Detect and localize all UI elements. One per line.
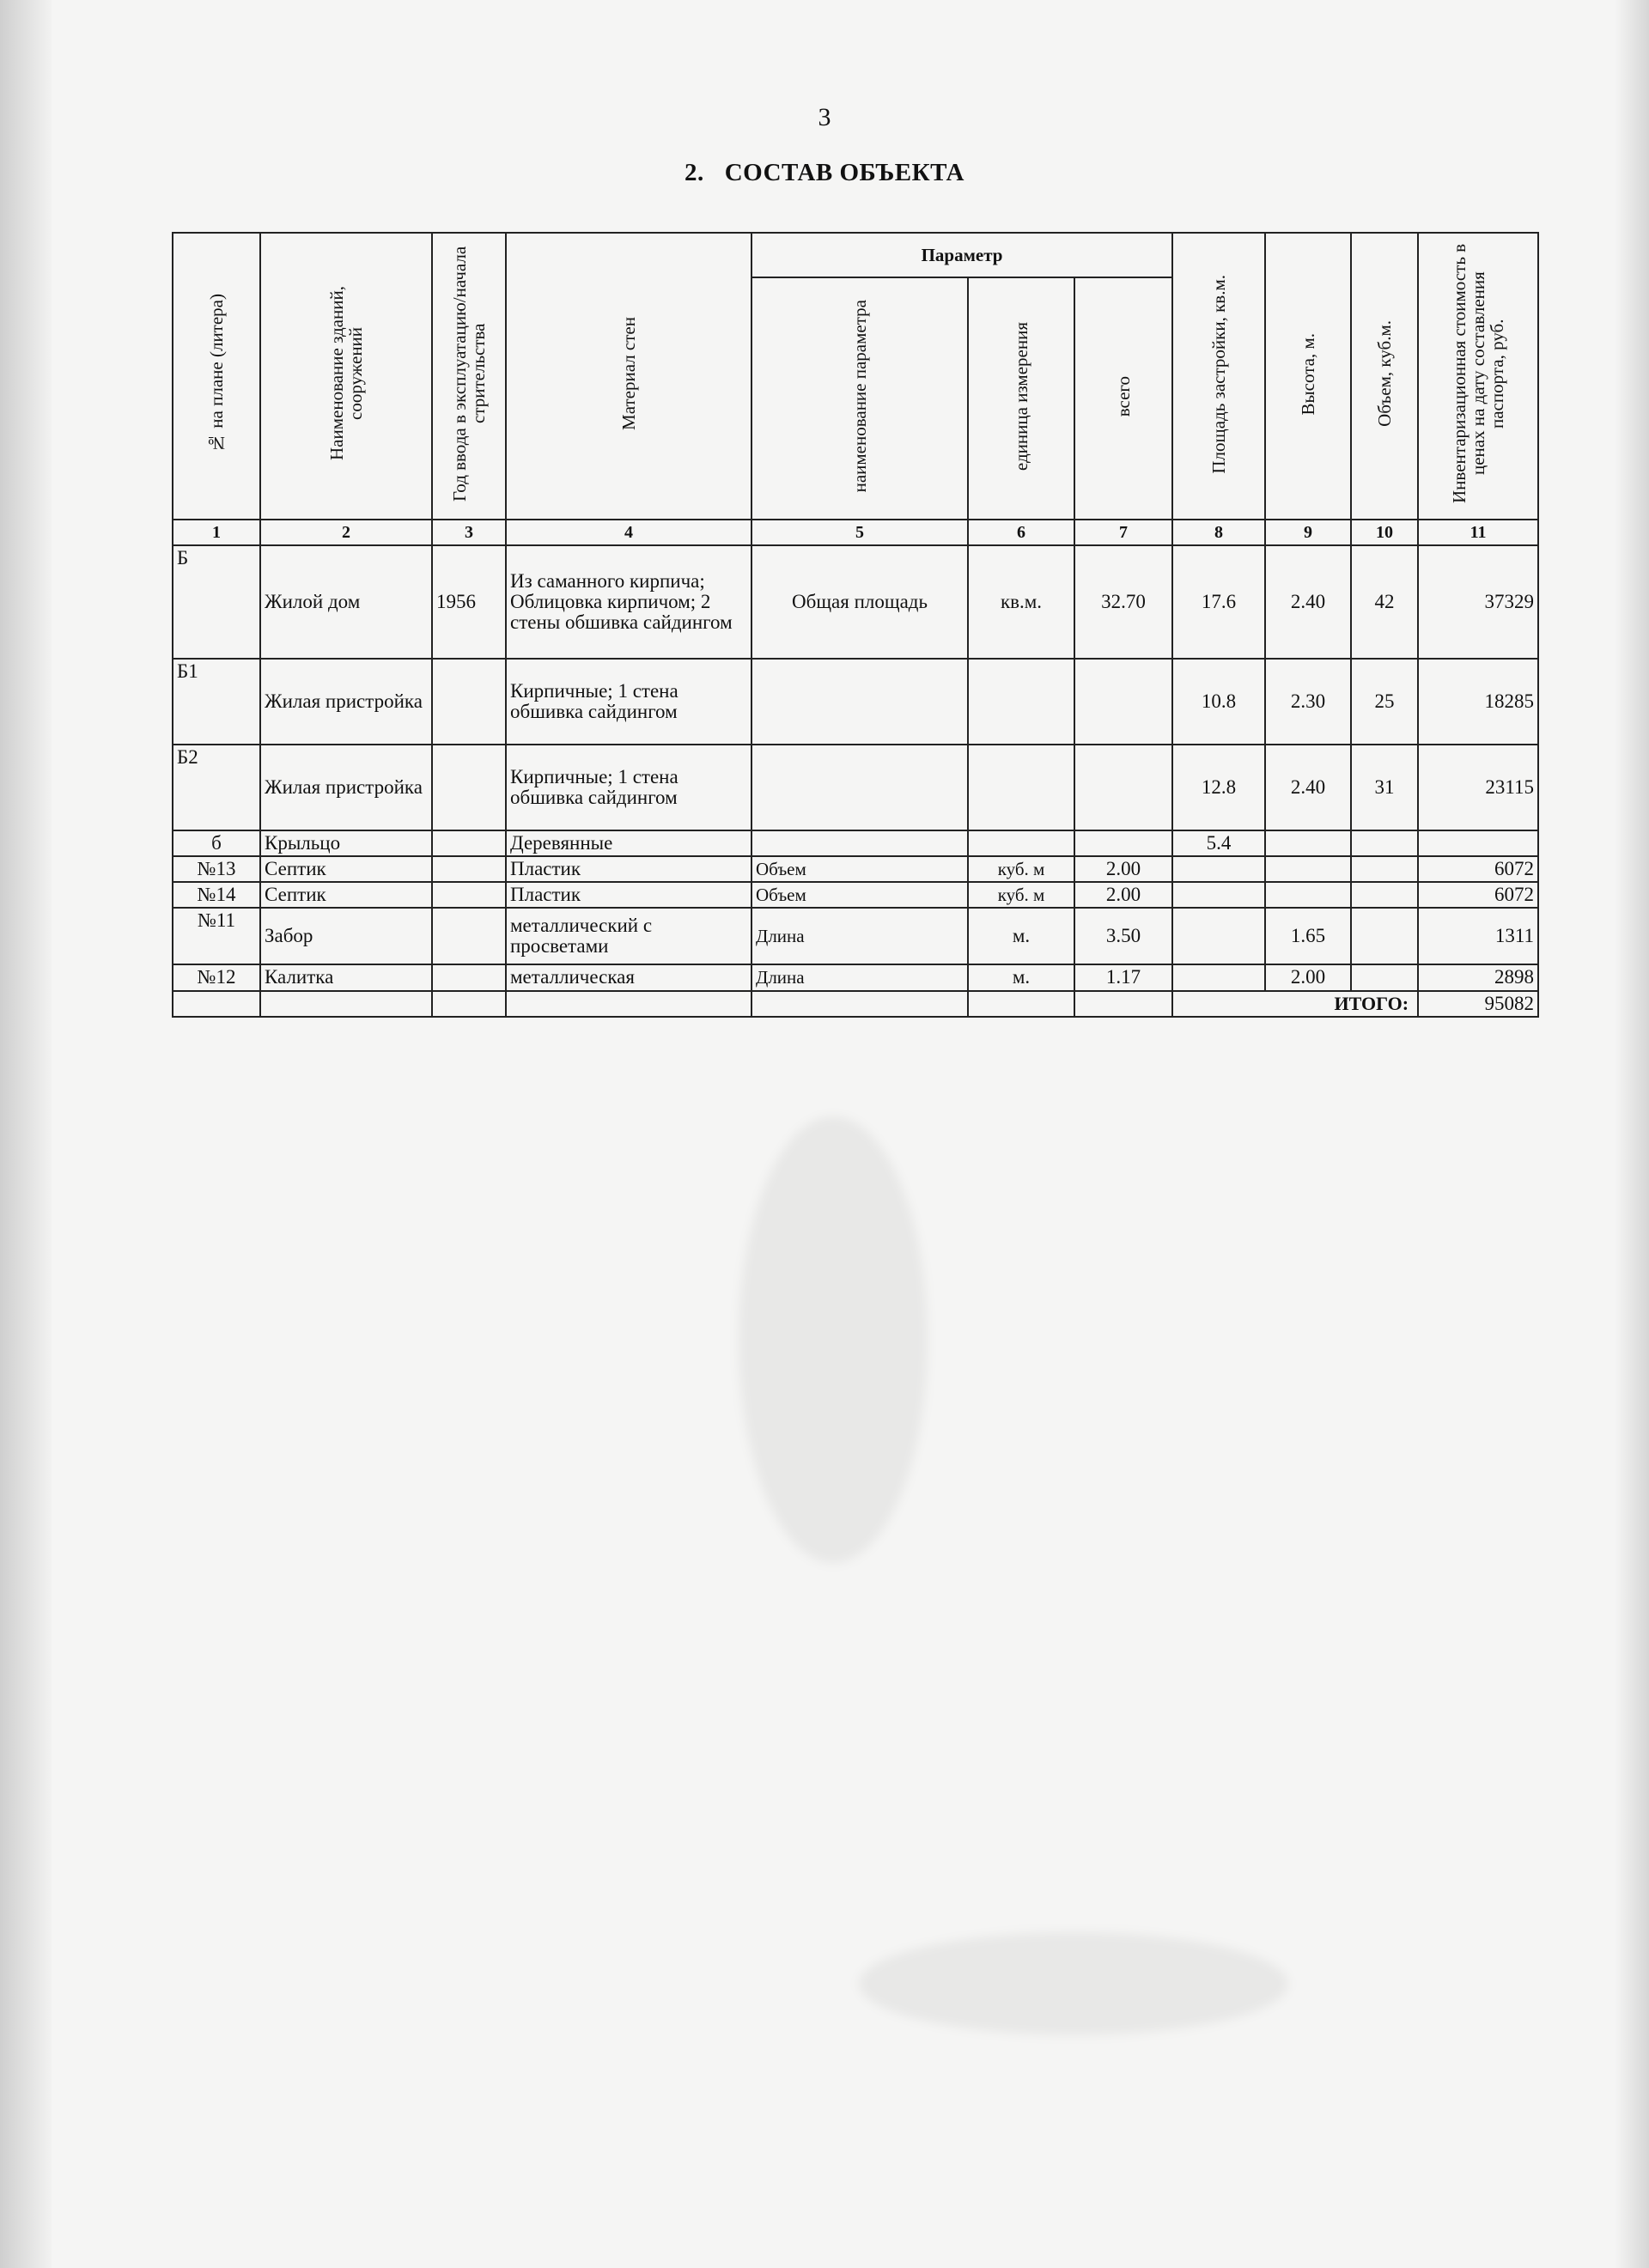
cell-material: Кирпичные; 1 стена обшивка сайдингом: [506, 659, 751, 745]
section-number: 2.: [684, 159, 704, 186]
header-parameter-group: Параметр: [751, 233, 1172, 277]
table-row: [173, 659, 1538, 745]
cell-param-name: Объем: [751, 882, 968, 908]
column-number: 11: [1418, 520, 1538, 545]
header-cell: [968, 277, 1074, 520]
section-title-text: СОСТАВ ОБЪЕКТА: [724, 159, 964, 186]
column-number: 5: [751, 520, 968, 545]
header-cell: [751, 277, 968, 520]
column-number: 3: [432, 520, 506, 545]
scan-smudge: [859, 1932, 1288, 2035]
cell-area: 10.8: [1172, 659, 1265, 745]
table-row: [173, 545, 1538, 659]
cell-area: [1172, 964, 1265, 990]
cell-unit: м.: [968, 908, 1074, 964]
cell-cost: 6072: [1418, 882, 1538, 908]
cell-unit: [968, 659, 1074, 745]
cell-name: Жилой дом: [260, 545, 432, 659]
cell-liter: Б: [173, 545, 260, 659]
empty-cell: [968, 991, 1074, 1017]
cell-material: металлическая: [506, 964, 751, 990]
scan-left-edge: [0, 0, 52, 2268]
cell-total: 2.00: [1074, 856, 1172, 882]
cell-material: Пластик: [506, 882, 751, 908]
empty-cell: [1172, 991, 1265, 1017]
cell-year: [432, 856, 506, 882]
cell-height: 2.40: [1265, 545, 1351, 659]
table-row: [173, 882, 1538, 908]
cell-material: Кирпичные; 1 стена обшивка сайдингом: [506, 745, 751, 830]
cell-total: 1.17: [1074, 964, 1172, 990]
cell-volume: [1351, 964, 1418, 990]
header-cell: [173, 233, 260, 520]
header-volume: Объем, куб.м.: [1374, 320, 1395, 428]
cell-name: Жилая пристройка: [260, 745, 432, 830]
cell-liter: б: [173, 830, 260, 856]
header-cell: [260, 233, 432, 520]
cell-param-name: [751, 830, 968, 856]
empty-cell: [1074, 991, 1172, 1017]
column-number: 4: [506, 520, 751, 545]
table-row: [173, 745, 1538, 830]
column-number-row: [173, 520, 1538, 545]
cell-volume: [1351, 882, 1418, 908]
cell-liter: №13: [173, 856, 260, 882]
cell-unit: [968, 745, 1074, 830]
total-label: ИТОГО:: [1265, 991, 1418, 1017]
cell-height: [1265, 856, 1351, 882]
cell-year: [432, 830, 506, 856]
empty-cell: [432, 991, 506, 1017]
cell-cost: 1311: [1418, 908, 1538, 964]
empty-cell: [173, 991, 260, 1017]
cell-volume: [1351, 856, 1418, 882]
cell-cost: 18285: [1418, 659, 1538, 745]
cell-year: [432, 964, 506, 990]
cell-liter: Б1: [173, 659, 260, 745]
section-title: [0, 159, 1649, 187]
cell-year: [432, 745, 506, 830]
empty-cell: [260, 991, 432, 1017]
cell-cost: 23115: [1418, 745, 1538, 830]
cell-param-name: Общая площадь: [751, 545, 968, 659]
cell-name: Калитка: [260, 964, 432, 990]
cell-material: металлический с просветами: [506, 908, 751, 964]
cell-param-name: [751, 659, 968, 745]
cell-volume: 31: [1351, 745, 1418, 830]
cell-height: 2.40: [1265, 745, 1351, 830]
cell-cost: 37329: [1418, 545, 1538, 659]
total-value: 95082: [1418, 991, 1538, 1017]
cell-unit: кв.м.: [968, 545, 1074, 659]
cell-year: [432, 908, 506, 964]
cell-liter: №12: [173, 964, 260, 990]
cell-volume: 25: [1351, 659, 1418, 745]
cell-cost: 2898: [1418, 964, 1538, 990]
cell-area: [1172, 908, 1265, 964]
cell-total: [1074, 745, 1172, 830]
column-number: 2: [260, 520, 432, 545]
object-composition-table: [172, 232, 1539, 1018]
table-row: [173, 830, 1538, 856]
cell-area: 12.8: [1172, 745, 1265, 830]
header-name: Наименование зданий, сооружений: [326, 286, 366, 461]
cell-area: [1172, 856, 1265, 882]
cell-height: [1265, 882, 1351, 908]
header-cell: [1418, 233, 1538, 520]
cell-unit: куб. м: [968, 856, 1074, 882]
cell-unit: [968, 830, 1074, 856]
scan-smudge: [739, 1116, 928, 1563]
cell-total: 3.50: [1074, 908, 1172, 964]
cell-liter: №11: [173, 908, 260, 964]
column-number: 6: [968, 520, 1074, 545]
header-cell: [506, 233, 751, 520]
cell-height: 2.00: [1265, 964, 1351, 990]
header-cell: [1074, 277, 1172, 520]
cell-height: 2.30: [1265, 659, 1351, 745]
page-number: 3: [818, 103, 831, 131]
column-number: 8: [1172, 520, 1265, 545]
table-row: [173, 856, 1538, 882]
cell-material: Деревянные: [506, 830, 751, 856]
column-number: 9: [1265, 520, 1351, 545]
total-row: [173, 991, 1538, 1017]
header-cell: [1172, 233, 1265, 520]
table-row: [173, 964, 1538, 990]
cell-name: Септик: [260, 882, 432, 908]
header-liter: № на плане (литера): [205, 294, 227, 454]
cell-height: [1265, 830, 1351, 856]
scan-right-edge: [1615, 0, 1649, 2268]
cell-material: Пластик: [506, 856, 751, 882]
header-total: всего: [1112, 375, 1134, 417]
header-unit: единица измерения: [1010, 321, 1031, 471]
header-cell: [432, 233, 506, 520]
cell-total: 32.70: [1074, 545, 1172, 659]
table-row: [173, 908, 1538, 964]
cell-unit: м.: [968, 964, 1074, 990]
cell-year: 1956: [432, 545, 506, 659]
header-year: Год ввода в эксплуатацию/начала стрительства: [448, 246, 489, 502]
column-number: 1: [173, 520, 260, 545]
cell-name: Крыльцо: [260, 830, 432, 856]
cell-total: [1074, 830, 1172, 856]
cell-area: 5.4: [1172, 830, 1265, 856]
header-height: Высота, м.: [1298, 332, 1318, 416]
cell-cost: 6072: [1418, 856, 1538, 882]
cell-cost: [1418, 830, 1538, 856]
cell-liter: Б2: [173, 745, 260, 830]
cell-height: 1.65: [1265, 908, 1351, 964]
cell-material: Из саманного кирпича; Облицовка кирпичом; 2 стены обшивка сайдингом: [506, 545, 751, 659]
header-cell: [1265, 233, 1351, 520]
cell-volume: [1351, 830, 1418, 856]
header-area: Площадь застройки, кв.м.: [1208, 274, 1229, 474]
header-cost: Инвентаризационная стоимость в ценах на дату составления паспорта, руб.: [1448, 244, 1508, 504]
cell-area: [1172, 882, 1265, 908]
cell-area: 17.6: [1172, 545, 1265, 659]
header-cell: [1351, 233, 1418, 520]
cell-year: [432, 659, 506, 745]
cell-volume: [1351, 908, 1418, 964]
cell-name: Септик: [260, 856, 432, 882]
empty-cell: [506, 991, 751, 1017]
header-material: Материал стен: [618, 317, 639, 431]
cell-name: Забор: [260, 908, 432, 964]
header-param-name: наименование параметра: [849, 300, 870, 493]
cell-total: 2.00: [1074, 882, 1172, 908]
empty-cell: [751, 991, 968, 1017]
cell-param-name: Длина: [751, 964, 968, 990]
cell-liter: №14: [173, 882, 260, 908]
header-row: [173, 233, 1538, 277]
column-number: 7: [1074, 520, 1172, 545]
cell-param-name: [751, 745, 968, 830]
cell-year: [432, 882, 506, 908]
cell-unit: куб. м: [968, 882, 1074, 908]
cell-param-name: Объем: [751, 856, 968, 882]
cell-param-name: Длина: [751, 908, 968, 964]
cell-name: Жилая пристройка: [260, 659, 432, 745]
column-number: 10: [1351, 520, 1418, 545]
cell-volume: 42: [1351, 545, 1418, 659]
cell-total: [1074, 659, 1172, 745]
